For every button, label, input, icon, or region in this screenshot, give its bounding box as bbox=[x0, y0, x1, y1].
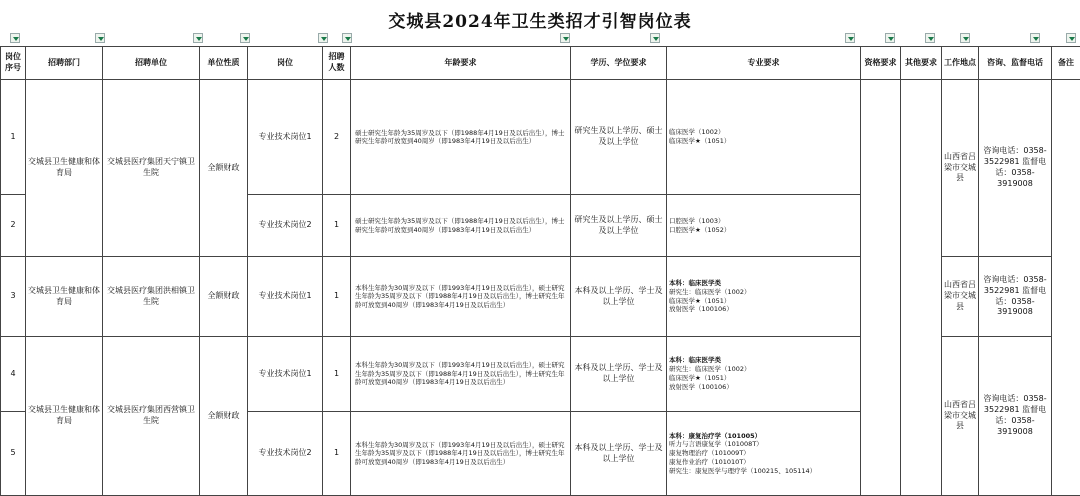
cell-count: 1 bbox=[323, 412, 351, 496]
filter-dropdown-button[interactable] bbox=[885, 33, 895, 43]
major-line: 本科：康复治疗学（101005） bbox=[669, 432, 858, 441]
major-line: 临床医学★（1051） bbox=[669, 297, 858, 306]
header-dept: 招聘部门 bbox=[26, 47, 103, 80]
header-age: 年龄要求 bbox=[351, 47, 571, 80]
positions-table bbox=[0, 46, 1080, 496]
major-line: 口腔医学（1003） bbox=[669, 217, 858, 226]
table-row bbox=[1, 80, 1080, 195]
major-line: 康复作业治疗（101010T） bbox=[669, 458, 858, 467]
filter-bar bbox=[0, 33, 1080, 45]
major-line: 临床医学★（1051） bbox=[669, 374, 858, 383]
cell-location: 山西省吕梁市交城县 bbox=[942, 257, 979, 337]
header-qual: 资格要求 bbox=[861, 47, 901, 80]
header-phone: 咨询、监督电话 bbox=[979, 47, 1052, 80]
filter-dropdown-button[interactable] bbox=[240, 33, 250, 43]
cell-age: 硕士研究生年龄为35周岁及以下（即1988年4月19日及以后出生），博士研究生年龄可放宽到40周岁（即1983年4月19日及以后出生） bbox=[351, 195, 571, 257]
cell-count: 1 bbox=[323, 337, 351, 412]
header-count: 招聘人数 bbox=[323, 47, 351, 80]
page-title: 交城县2024年卫生类招才引智岗位表 bbox=[0, 0, 1080, 44]
cell-dept: 交城县卫生健康和体育局 bbox=[26, 80, 103, 257]
cell-major bbox=[667, 257, 861, 337]
major-line: 本科：临床医学类 bbox=[669, 279, 858, 288]
cell-count: 1 bbox=[323, 195, 351, 257]
header-row bbox=[1, 47, 1080, 80]
major-line: 康复物理治疗（101009T） bbox=[669, 449, 858, 458]
header-post: 岗位 bbox=[248, 47, 323, 80]
major-line: 研究生：临床医学（1002） bbox=[669, 288, 858, 297]
filter-dropdown-button[interactable] bbox=[318, 33, 328, 43]
header-seq: 岗位序号 bbox=[1, 47, 26, 80]
cell-age: 本科生年龄为30周岁及以下（即1993年4月19日及以后出生），硕士研究生年龄为35周岁及以下（即1988年4月19日及以后出生），博士研究生年龄可放宽到40周岁（即1983年4月19日及以后出生） bbox=[351, 412, 571, 496]
cell-post: 专业技术岗位1 bbox=[248, 80, 323, 195]
cell-nature: 全额财政 bbox=[200, 80, 248, 257]
cell-qual bbox=[861, 80, 901, 496]
cell-phone: 咨询电话：0358-3522981 监督电话：0358-3919008 bbox=[979, 80, 1052, 257]
cell-dept: 交城县卫生健康和体育局 bbox=[26, 257, 103, 337]
major-line: 临床医学★（1051） bbox=[669, 137, 858, 146]
header-major: 专业要求 bbox=[667, 47, 861, 80]
cell-seq: 4 bbox=[1, 337, 26, 412]
major-line: 放射医学（100106） bbox=[669, 383, 858, 392]
header-other: 其他要求 bbox=[901, 47, 942, 80]
major-line: 临床医学（1002） bbox=[669, 128, 858, 137]
cell-age: 本科生年龄为30周岁及以下（即1993年4月19日及以后出生），硕士研究生年龄为35周岁及以下（即1988年4月19日及以后出生），博士研究生年龄可放宽到40周岁（即1983年4月19日及以后出生） bbox=[351, 257, 571, 337]
cell-count: 1 bbox=[323, 257, 351, 337]
cell-edu: 本科及以上学历、学士及以上学位 bbox=[571, 257, 667, 337]
cell-nature: 全额财政 bbox=[200, 257, 248, 337]
cell-age: 硕士研究生年龄为35周岁及以下（即1988年4月19日及以后出生），博士研究生年龄可放宽到40周岁（即1983年4月19日及以后出生） bbox=[351, 80, 571, 195]
cell-unit: 交城县医疗集团西营镇卫生院 bbox=[103, 337, 200, 496]
filter-dropdown-button[interactable] bbox=[342, 33, 352, 43]
filter-dropdown-button[interactable] bbox=[845, 33, 855, 43]
cell-nature: 全额财政 bbox=[200, 337, 248, 496]
cell-other bbox=[901, 80, 942, 496]
header-note: 备注 bbox=[1052, 47, 1080, 80]
cell-unit: 交城县医疗集团洪相镇卫生院 bbox=[103, 257, 200, 337]
header-location: 工作地点 bbox=[942, 47, 979, 80]
cell-post: 专业技术岗位1 bbox=[248, 337, 323, 412]
cell-dept: 交城县卫生健康和体育局 bbox=[26, 337, 103, 496]
cell-edu: 本科及以上学历、学士及以上学位 bbox=[571, 412, 667, 496]
filter-dropdown-button[interactable] bbox=[560, 33, 570, 43]
cell-major bbox=[667, 80, 861, 195]
filter-dropdown-button[interactable] bbox=[960, 33, 970, 43]
major-line: 口腔医学★（1052） bbox=[669, 226, 858, 235]
header-unit: 招聘单位 bbox=[103, 47, 200, 80]
cell-seq: 5 bbox=[1, 412, 26, 496]
cell-location: 山西省吕梁市交城县 bbox=[942, 337, 979, 496]
major-line: 研究生：康复医学与理疗学（100215、105114） bbox=[669, 467, 858, 476]
filter-dropdown-button[interactable] bbox=[95, 33, 105, 43]
major-line: 放射医学（100106） bbox=[669, 305, 858, 314]
header-edu: 学历、学位要求 bbox=[571, 47, 667, 80]
filter-dropdown-button[interactable] bbox=[925, 33, 935, 43]
major-line: 研究生：临床医学（1002） bbox=[669, 365, 858, 374]
cell-post: 专业技术岗位1 bbox=[248, 257, 323, 337]
cell-phone: 咨询电话：0358-3522981 监督电话：0358-3919008 bbox=[979, 337, 1052, 496]
cell-count: 2 bbox=[323, 80, 351, 195]
cell-seq: 1 bbox=[1, 80, 26, 195]
cell-seq: 3 bbox=[1, 257, 26, 337]
cell-phone: 咨询电话：0358-3522981 监督电话：0358-3919008 bbox=[979, 257, 1052, 337]
cell-major bbox=[667, 412, 861, 496]
filter-dropdown-button[interactable] bbox=[193, 33, 203, 43]
cell-edu: 本科及以上学历、学士及以上学位 bbox=[571, 337, 667, 412]
header-nature: 单位性质 bbox=[200, 47, 248, 80]
cell-edu: 研究生及以上学历、硕士及以上学位 bbox=[571, 80, 667, 195]
cell-age: 本科生年龄为30周岁及以下（即1993年4月19日及以后出生），硕士研究生年龄为35周岁及以下（即1988年4月19日及以后出生），博士研究生年龄可放宽到40周岁（即1983年4月19日及以后出生） bbox=[351, 337, 571, 412]
major-line: 本科：临床医学类 bbox=[669, 356, 858, 365]
filter-dropdown-button[interactable] bbox=[1066, 33, 1076, 43]
cell-post: 专业技术岗位2 bbox=[248, 195, 323, 257]
cell-seq: 2 bbox=[1, 195, 26, 257]
cell-location: 山西省吕梁市交城县 bbox=[942, 80, 979, 257]
cell-edu: 研究生及以上学历、硕士及以上学位 bbox=[571, 195, 667, 257]
cell-unit: 交城县医疗集团天宁镇卫生院 bbox=[103, 80, 200, 257]
cell-major bbox=[667, 195, 861, 257]
cell-post: 专业技术岗位2 bbox=[248, 412, 323, 496]
filter-dropdown-button[interactable] bbox=[1030, 33, 1040, 43]
cell-major bbox=[667, 337, 861, 412]
cell-note bbox=[1052, 80, 1080, 496]
filter-dropdown-button[interactable] bbox=[10, 33, 20, 43]
filter-dropdown-button[interactable] bbox=[650, 33, 660, 43]
major-line: 听力与言语康复学（101008T） bbox=[669, 440, 858, 449]
